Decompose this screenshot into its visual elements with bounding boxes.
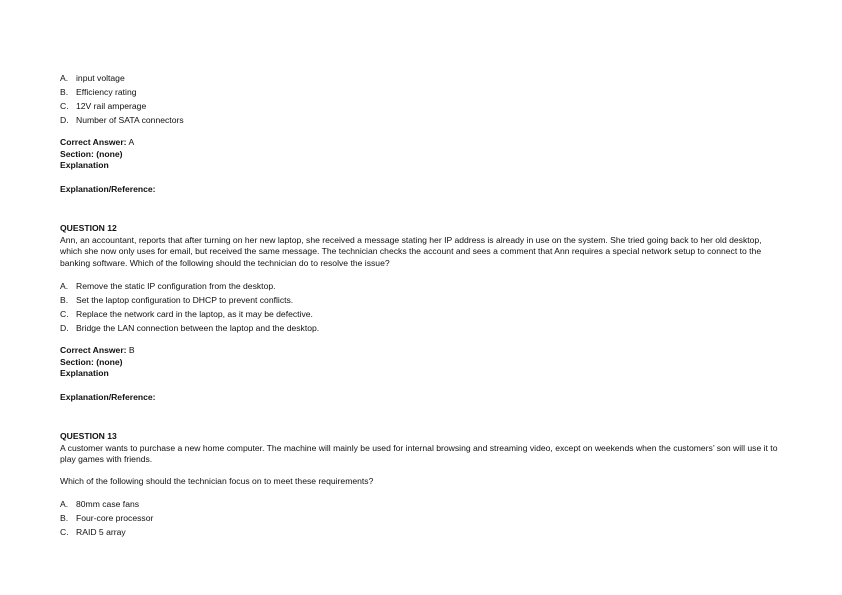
q12-explanation: Explanation (60, 368, 109, 378)
option-letter: A. (60, 499, 69, 509)
q11-options (60, 71, 780, 127)
correct-answer-label: Correct Answer: (60, 345, 127, 355)
option-letter: C. (60, 101, 69, 111)
q12-option-c (60, 307, 780, 321)
correct-answer-value: A (126, 137, 135, 147)
q13-text: A customer wants to purchase a new home computer. The machine will mainly be used for internal browsing and streaming video, except on weekends when the customers’ son will use it to play games with friends. (60, 442, 778, 464)
option-letter: A. (60, 281, 69, 291)
correct-answer-value: B (126, 345, 135, 355)
q11-explanation: Explanation (60, 160, 109, 170)
q11-option-a (60, 71, 780, 85)
option-text: Efficiency rating (76, 87, 137, 97)
q12-explanation-reference: Explanation/Reference: (60, 391, 156, 402)
q12-options (60, 279, 780, 335)
option-letter: D. (60, 115, 69, 125)
q13-option-a (60, 497, 780, 511)
option-letter: B. (60, 87, 69, 97)
option-text: 80mm case fans (76, 499, 140, 509)
q13-options (60, 497, 780, 539)
q11-option-c (60, 99, 780, 113)
correct-answer-label: Correct Answer: (60, 137, 127, 147)
option-text: Number of SATA connectors (76, 115, 184, 125)
option-letter: B. (60, 295, 69, 305)
q12-correct-answer (60, 345, 780, 357)
option-letter: B. (60, 513, 69, 523)
document-page (60, 71, 780, 539)
q12-option-a (60, 279, 780, 293)
option-text: RAID 5 array (76, 527, 126, 537)
option-letter: C. (60, 309, 69, 319)
q11-correct-answer (60, 137, 780, 149)
q11-section: Section: (none) (60, 148, 123, 159)
q13-option-b (60, 511, 780, 525)
option-text: input voltage (76, 73, 125, 83)
q12-section: Section: (none) (60, 356, 123, 367)
q12-title: QUESTION 12 (60, 223, 117, 233)
q11-option-b (60, 85, 780, 99)
q13-prompt: Which of the following should the technician focus on to meet these requirements? (60, 475, 374, 486)
q13-option-c (60, 525, 780, 539)
option-text: Remove the static IP configuration from the desktop. (76, 281, 276, 291)
option-letter: A. (60, 73, 69, 83)
q12-option-b (60, 293, 780, 307)
option-text: Set the laptop configuration to DHCP to prevent conflicts. (76, 295, 294, 305)
q11-explanation-reference: Explanation/Reference: (60, 183, 156, 194)
option-letter: D. (60, 323, 69, 333)
option-text: Replace the network card in the laptop, as it may be defective. (76, 309, 313, 319)
q13-title: QUESTION 13 (60, 431, 117, 441)
option-letter: C. (60, 527, 69, 537)
q12-option-d (60, 321, 780, 335)
q11-option-d (60, 113, 780, 127)
option-text: 12V rail amperage (76, 101, 147, 111)
option-text: Four-core processor (76, 513, 154, 523)
q12-text: Ann, an accountant, reports that after turning on her new laptop, she received a message stating her IP address is already in use on the system. She tried going back to her old desktop, which she now only uses for email, but received the same message. The technician checks the account and sees a comment that Ann requires a special network setup to connect to the banking software. Which of the following should the technician do to resolve the issue? (60, 234, 762, 268)
option-text: Bridge the LAN connection between the laptop and the desktop. (76, 323, 320, 333)
